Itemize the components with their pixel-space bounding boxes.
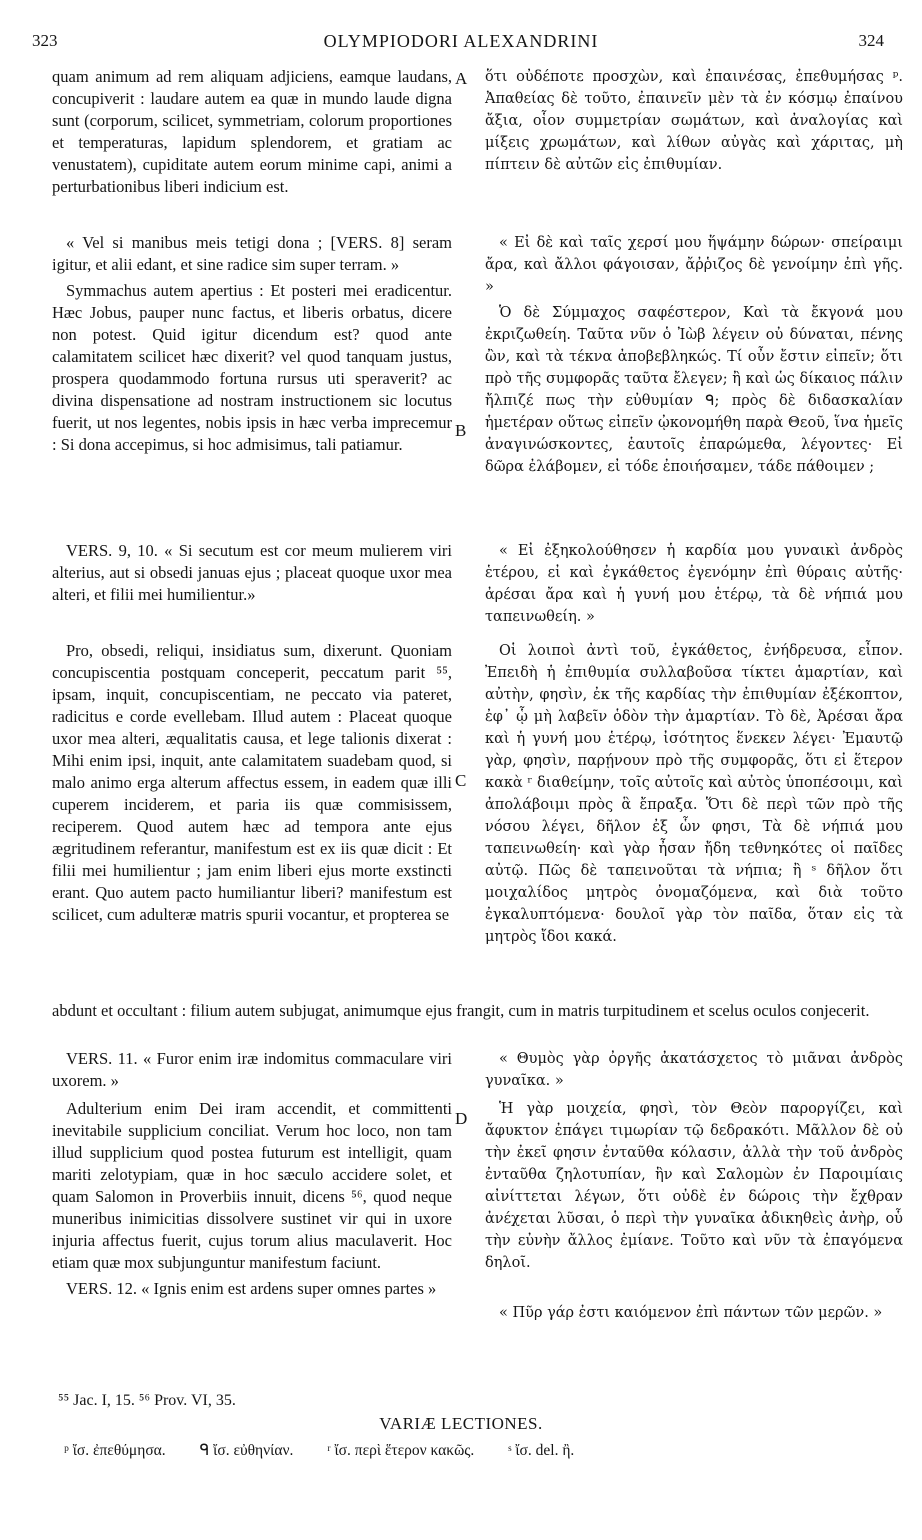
latin-paragraph: Adulterium enim Dei iram accendit, et committenti inevitabile supplicium conciliat. Verum hoc loco, non tam illud supplicium quod postea futurum est intelligit, quam mariti zelotypiam, quæ in hoc sæculo accidere solet, et quam Salomon in Proverbiis innuit, dicens ⁵⁶, quod neque muneribus inimicitias dissolvere sustinet vir qui in uxore injuria affectus fuerit, cujus torum alius maculaverit. Hoc etiam quæ mox subjunguntur manifestum faciunt. <box>52 1099 452 1272</box>
latin-paragraph: Symmachus autem apertius : Et posteri mei eradicentur. Hæc Jobus, pauper nunc factus, et liberis orbatus, dicere non potest. Quid igitur dicendum est? quod ante calamitatem scilicet hæc dixerit? vel quod tanquam justus, prospera quodammodo fortuna rursus uti speraverit? ac divina dispensatione ad nostram instructionem sic locutus fuerit, ut nos legentes, nobis ipsis in hæc verba imprecemur : Si dona accepimus, si hoc admisimus, tali patiamur. <box>52 281 452 454</box>
page-header <box>0 30 922 56</box>
variant-reading: ᑫ ἴσ. εὐθηνίαν. <box>199 1442 294 1459</box>
latin-paragraph: « Vel si manibus meis tetigi dona ; [VERS. 8] seram igitur, et alii edant, et sine radice sim super terram. » <box>52 233 452 274</box>
greek-paragraph: « Πῦρ γάρ ἐστι καιόμενον ἐπὶ πάντων τῶν μερῶν. » <box>499 1305 883 1321</box>
greek-paragraph: « Θυμὸς γὰρ ὀργῆς ἀκατάσχετος τὸ μιᾶναι ἀνδρὸς γυναῖκα. » <box>485 1051 903 1089</box>
greek-paragraph: Ἡ γὰρ μοιχεία, φησὶ, τὸν Θεὸν παροργίζει, καὶ ἄφυκτον ἐπάγει τιμωρίαν τῷ δεδρακότι. Μᾶλλον δὲ οὐ τὴν ἐκεῖ φησιν ἐνταῦθα κόλασιν, ἀλλὰ τὴν τοῦ ἀνδρὸς ἐνταῦθα ζηλοτυπίαν, ἣν καὶ Σαλομὼν ἐν Παροιμίαις αἰνίττεται λέγων, ὅτι οὐδὲ ἐν δώροις τὴν ἔχθραν ἀνέχεται λῦσαι, ὁ περὶ τὴν γυναῖκα ἀδικηθεὶς ἀνὴρ, οὗ τὴν εὐνὴν ἄλλος ἐμίανε. Τοῦτο καὶ νῦν τὰ ἐπαγόμενα δηλοῖ. <box>485 1101 903 1271</box>
marker-b: B <box>455 421 467 440</box>
latin-block-2 <box>52 232 452 456</box>
marker-c: C <box>455 771 467 790</box>
latin-block-4 <box>52 640 452 926</box>
latin-paragraph: VERS. 9, 10. « Si secutum est cor meum mulierem viri alterius, aut si obsedi januas ejus ; placeat quoque uxor mea alteri, et filii mei humilientur.» <box>52 541 452 604</box>
greek-block-2 <box>485 232 903 478</box>
greek-block-1 <box>485 66 903 176</box>
greek-paragraph: « Εἰ δὲ καὶ ταῖς χερσί μου ἥψάμην δώρων· σπείραιμι ἄρα, καὶ ἄλλοι φάγοισαν, ἄῤῥιζος δὲ γενοίμην ἐπὶ γῆς. » <box>485 235 903 295</box>
marker-d: D <box>455 1109 468 1128</box>
latin-paragraph: quam animum ad rem aliquam adjiciens, eamque laudans, concupiverit : laudare autem ea quæ in mundo laude digna sunt (corporum, scilicet, symmetriam, colorum proportiones et temperaturas, lapidum splendorem, et gratiam ac venustatem), cupiditate autem eorum minime capi, animi a perturbationibus liberi indicium est. <box>52 67 452 196</box>
greek-block-5 <box>485 1048 903 1324</box>
latin-paragraph: Pro, obsedi, reliqui, insidiatus sum, dixerunt. Quoniam concupiscentia postquam conceperit, peccatum parit ⁵⁵, ipsam, inquit, concupiscentiam, ne peccato via pateret, radicitus e corde evellebam. Illud autem : Placeat quoque uxor mea alteri, æqualitatis causa, et lege talionis dixerat : Mihi enim ipsi, inquit, ante calamitatem suadebam quod, si malo animo erga alterum affectus essem, in eadem quæ illi cuperem inciderem, et paria iis quæ commisissem, reciperem. Quod autem hæc ad tempora ante ejus ægritudinem referantur, manifestum est ex iis quæ dicit : Et filii mei humilientur ; jam enim liberi ejus morte exstincti erant. Quo autem pacto humiliantur liberi? manifestum est scilicet, cum adulteræ matris spurii vocantur, et propterea se <box>52 641 452 924</box>
latin-paragraph: VERS. 12. « Ignis enim est ardens super omnes partes » <box>66 1279 437 1298</box>
variant-reading: ᵖ ἴσ. ἐπεθύμησα. <box>64 1442 166 1459</box>
latin-continuation: abdunt et occultant : filium autem subjugat, animumque ejus frangit, cum in matris turpitudinem et scelus oculos conjecerit. <box>52 1001 870 1020</box>
latin-block-3 <box>52 540 452 606</box>
greek-paragraph: Ὁ δὲ Σύμμαχος σαφέστερον, Καὶ τὰ ἔκγονά μου ἐκριζωθείη. Ταῦτα νῦν ὁ Ἰὼβ λέγειν οὐ δύναται, πένης ὢν, καὶ τὰ τέκνα ἀποβεβληκώς. Τί οὖν ἔστιν εἰπεῖν; ὅτι πρὸ τῆς συμφορᾶς ταῦτα ἔλεγεν; ἢ καὶ ὡς δίκαιος πάλιν ἤλπιζέ πως τὴν εὐθυμίαν ᑫ; πρὸς δὲ διδασκαλίαν ἡμετέραν οὕτως εἰπεῖν ᾠκονομήθη παρὰ Θεοῦ, ἵνα ἡμεῖς ἀναγινώσκοντες, ἑαυτοῖς ἐπαρώμεθα, λέγοντες· Εἰ δῶρα ἐλάβομεν, εἰ τόδε ἐποιήσαμεν, τάδε πάθοιμεν ; <box>485 305 903 475</box>
latin-block-5 <box>52 1048 452 1300</box>
variant-reading: ʳ ἴσ. περὶ ἕτερον κακῶς. <box>327 1442 475 1459</box>
variae-heading: VARIÆ LECTIONES. <box>379 1414 543 1433</box>
page-number-right: 324 <box>858 31 884 50</box>
greek-paragraph: ὅτι οὐδέποτε προσχὼν, καὶ ἐπαινέσας, ἐπεθυμήσας ᵖ. Ἀπαθείας δὲ τοῦτο, ἐπαινεῖν μὲν τὰ ἐν κόσμῳ ἐπαίνου ἄξια, οἷον συμμετρίαν σωμάτων, καὶ ἀναλογίας καὶ μίξεις χρωμάτων, καὶ λίθων αὐγὰς καὶ χάριτας, μὴ πίπτειν δὲ αὐτῶν εἰς ἐπιθυμίαν. <box>485 69 903 173</box>
marker-a: A <box>455 69 468 88</box>
footnotes: ⁵⁵ Jac. I, 15. ⁵⁶ Prov. VI, 35. <box>58 1392 236 1409</box>
greek-block-4 <box>485 640 903 948</box>
latin-paragraph: VERS. 11. « Furor enim iræ indomitus commaculare viri uxorem. » <box>52 1049 452 1090</box>
greek-paragraph: Οἱ λοιποὶ ἀντὶ τοῦ, ἐγκάθετος, ἐνήδρευσα, εἶπον. Ἐπειδὴ ἡ ἐπιθυμία συλλαβοῦσα τίκτει ἁμαρτίαν, καὶ αὐτὴν, φησὶν, ἐκ τῆς καρδίας τὴν ἐπιθυμίαν ἐξέκοπτον, ἐφ᾽ ᾧ μὴ λαβεῖν ὁδὸν τὴν ἁμαρτίαν. Τὸ δὲ, Ἀρέσαι ἄρα καὶ ἡ γυνή μου ἑτέρῳ, ἰσότητος ἕνεκεν λέγει· Ἐμαυτῷ γὰρ, φησὶν, παρῄνουν πρὸ τῆς συμφορᾶς, ὅτι εἰ ἕτερον κακὰ ʳ διαθείμην, τοῖς αὐτοῖς καὶ αὐτὸς ὑποπέσοιμι, καὶ ἀπολάβοιμι πρὸς ἃ ἔπραξα. Ὅτι δὲ περὶ τῶν πρὸ τῆς νόσου λέγει, δῆλον ἐξ ὧν φησι, Τὰ δὲ νήπιά μου ταπεινωθείη· καὶ γὰρ ἦσαν ἤδη τεθνηκότες οἱ παῖδες αὐτῷ. Πῶς δὲ ταπεινοῦται τὰ νήπια; ἢ ˢ δῆλον ὅτι μοιχαλίδος μητρὸς ὀνομαζόμενα, καὶ διὰ τοῦτο ἐγκαλυπτόμενα· δουλοῖ γὰρ τὸν παῖδα, ὅταν εἰς τὰ μητρὸς ἴδοι κακά. <box>485 643 903 945</box>
greek-paragraph: « Εἰ ἐξηκολούθησεν ἡ καρδία μου γυναικὶ ἀνδρὸς ἑτέρου, εἰ καὶ ἐγκάθετος ἐγενόμην ἐπὶ θύραις αὐτῆς· ἀρέσαι ἄρα καὶ ἡ γυνή μου ἑτέρῳ, τὰ δὲ νήπιά μου ταπεινωθείη. » <box>485 543 903 625</box>
running-title: OLYMPIODORI ALEXANDRINI <box>323 31 599 51</box>
variae-list <box>64 1440 904 1462</box>
variant-reading: ˢ ἴσ. del. ἢ. <box>508 1442 575 1459</box>
greek-block-3 <box>485 540 903 628</box>
page-number-left: 323 <box>32 31 58 50</box>
latin-block-1 <box>52 66 452 198</box>
